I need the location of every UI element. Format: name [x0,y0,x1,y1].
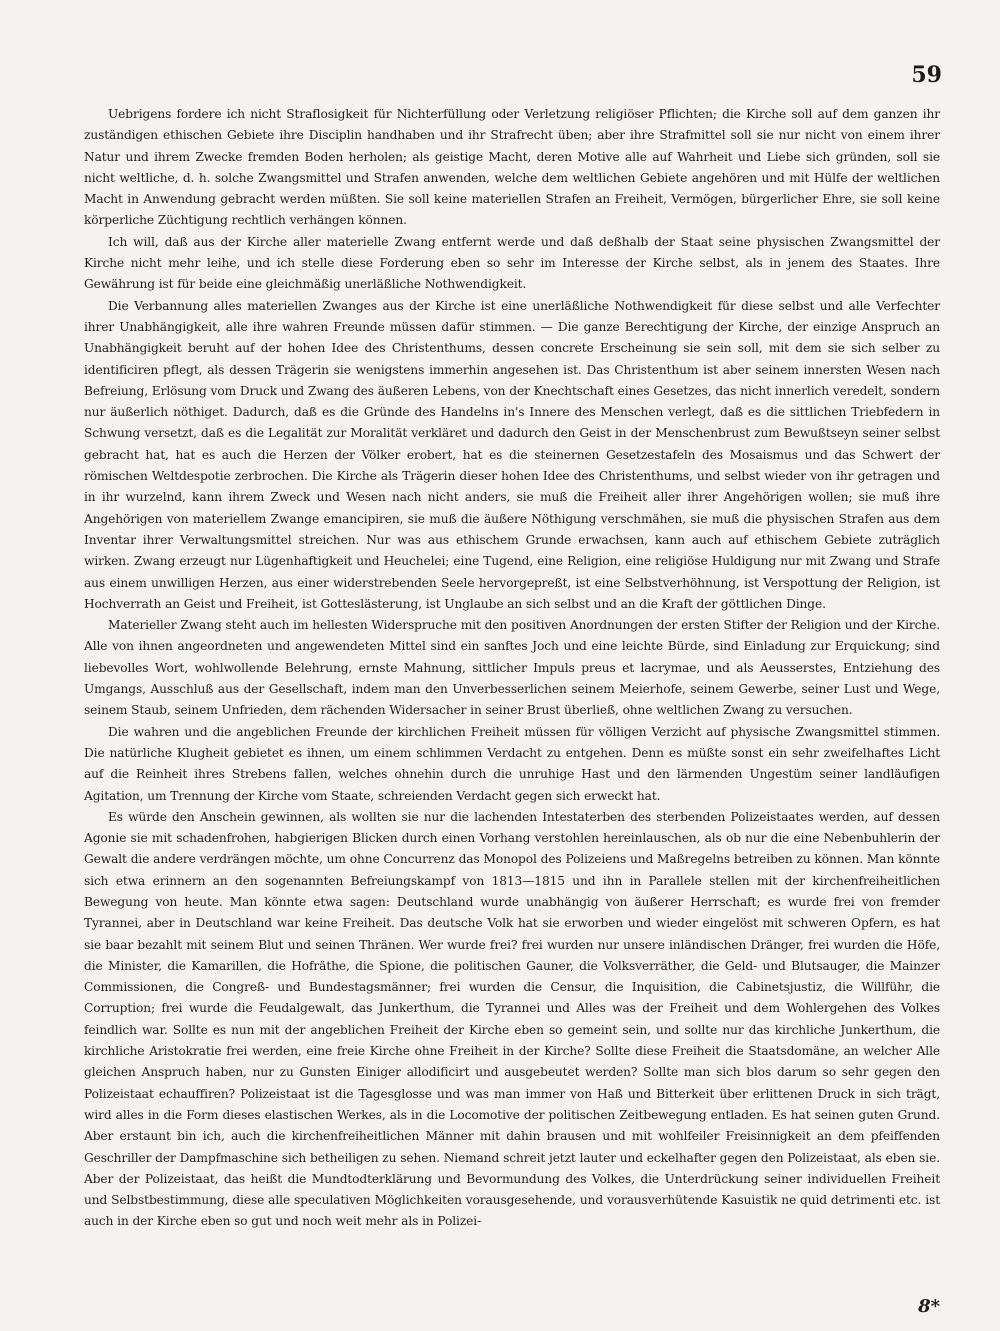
paragraph: Ich will, daß aus der Kirche aller materielle Zwang entfernt werde und daß deßhalb der Staat seine physischen Zwangsmittel der Kirche nicht mehr leihe, und ich stelle diese Forderung eben so sehr im Interesse der Kirche selbst, als in jenem des Staates. Ihre Gewährung ist für beide eine gleichmäßig unerläßliche Nothwendigkeit. [84,234,940,292]
page-number: 59 [911,62,942,88]
body-text [84,104,940,1233]
signature-mark: 8* [918,1296,940,1317]
paragraph: Es würde den Anschein gewinnen, als wollten sie nur die lachenden Intestaterben des sterbenden Polizeistaates werden, auf dessen Agonie sie mit schadenfrohen, habgierigen Blicken durch einen Vorhang verstohlen hereinlauschen, als ob nur die eine Nebenbuhlerin der Gewalt die andere verdrängen möchte, um ohne Concurrenz das Monopol des Polizeiens und Maßregelns betreiben zu können. Man könnte sich etwa erinnern an den sogenannten Befreiungskampf von 1813—1815 und ihn in Parallele stellen mit der kirchenfreiheitlichen Bewegung von heute. Man könnte etwa sagen: Deutschland wurde unabhängig von äußerer Herrschaft; es wurde frei von fremder Tyrannei, aber in Deutschland war keine Freiheit. Das deutsche Volk hat sie erworben und wieder eingelöst mit schweren Opfern, es hat sie baar bezahlt mit seinem Blut und seinen Thränen. Wer wurde frei? frei wurden nur unsere inländischen Dränger, frei wurden die Höfe, die Minister, die Kamarillen, die Hofräthe, die Spione, die politischen Gauner, die Volksverräther, die Geld- und Blutsauger, die Mainzer Commissionen, die Congreß- und Bundestagsmänner; frei wurden die Censur, die Inquisition, die Cabinetsjustiz, die Willführ, die Corruption; frei wurde die Feudalgewalt, das Junkerthum, die Tyrannei und Alles was der Freiheit und dem Wohlergehen des Volkes feindlich war. Sollte es nun mit der angeblichen Freiheit der Kirche eben so gemeint sein, und sollte nur das kirchliche Junkerthum, die kirchliche Aristokratie frei werden, eine freie Kirche ohne Freiheit in der Kirche? Sollte diese Freiheit die Staatsdomäne, an welcher Alle gleichen Anspruch haben, nur zu Gunsten Einiger allodificirt und ausgebeutet werden? Sollte man sich blos darum so sehr gegen den Polizeistaat echauffiren? Polizeistaat ist die Tagesglosse und was man immer von Haß und Bitterkeit über erlittenen Druck in sich trägt, wird alles in die Form dieses elastischen Werkes, als in die Locomotive der politischen Zeitbewegung entladen. Es hat seinen guten Grund. Aber erstaunt bin ich, auch die kirchenfreiheitlichen Männer mit dahin brausen und mit wohlfeiler Freisinnigkeit an dem pfeiffenden Geschriller der Dampfmaschine sich betheiligen zu sehen. Niemand schreit jetzt lauter und eckelhafter gegen den Polizeistaat, als eben sie. Aber der Polizeistaat, das heißt die Mundtodterklärung und Bevormundung des Volkes, die Unterdrückung seiner individuellen Freiheit und Selbstbestimmung, diese alle speculativen Möglichkeiten vorausgesehende, und vorausverhütende Kasuistik ne quid detrimenti etc. ist auch in der Kirche eben so gut und noch weit mehr als in Polizei- [84,809,940,1229]
paragraph: Die Verbannung alles materiellen Zwanges aus der Kirche ist eine unerläßliche Nothwendigkeit für diese selbst und alle Verfechter ihrer Unabhängigkeit, alle ihre wahren Freunde müssen dafür stimmen. — Die ganze Berechtigung der Kirche, der einzige Anspruch an Unabhängigkeit beruht auf der hohen Idee des Christenthums, dessen concrete Erscheinung sie sein soll, mit dem sie sich selber zu identificiren pflegt, als dessen Trägerin sie wenigstens immerhin angesehen ist. Das Christenthum ist aber seinem innersten Wesen nach Befreiung, Erlösung vom Druck und Zwang des äußeren Lebens, von der Knechtschaft eines Gesetzes, das nicht innerlich veredelt, sondern nur äußerlich nöthiget. Dadurch, daß es die Gründe des Handelns in's Innere des Menschen verlegt, daß es die sittlichen Triebfedern in Schwung versetzt, daß es die Legalität zur Moralität verkläret und dadurch den Geist in der Menschenbrust zum Bewußtseyn seiner selbst gebracht hat, hat es auch die Herzen der Völker erobert, hat es die steinernen Gesetzestafeln des Mosaismus und das Schwert der römischen Weltdespotie zerbrochen. Die Kirche als Trägerin dieser hohen Idee des Christenthums, und selbst wieder von ihr getragen und in ihr wurzelnd, kann ihrem Zweck und Wesen nach nicht anders, sie muß die Freiheit aller ihrer Angehörigen wollen; sie muß ihre Angehörigen von materiellem Zwange emancipiren, sie muß die äußere Nöthigung verschmähen, sie muß die physischen Strafen aus dem Inventar ihrer Verwaltungsmittel streichen. Nur was aus ethischem Grunde erwachsen, kann auch auf ethischem Gebiete zuträglich wirken. Zwang erzeugt nur Lügenhaftigkeit und Heuchelei; eine Tugend, eine Religion, eine religiöse Huldigung nur mit Zwang und Strafe aus einem unwilligen Herzen, aus einer widerstrebenden Seele hervorgepreßt, ist eine Selbstverhöhnung, ist Verspottung der Religion, ist Hochverrath an Geist und Freiheit, ist Gotteslästerung, ist Unglaube an sich selbst und an die Kraft der göttlichen Dinge. [84,298,940,611]
paragraph: Die wahren und die angeblichen Freunde der kirchlichen Freiheit müssen für völligen Verzicht auf physische Zwangsmittel stimmen. Die natürliche Klugheit gebietet es ihnen, um einem schlimmen Verdacht zu entgehen. Denn es müßte sonst ein sehr zweifelhaftes Licht auf die Reinheit ihres Strebens fallen, welches ohnehin durch die unruhige Hast und den lärmenden Ungestüm seiner landläufigen Agitation, um Trennung der Kirche vom Staate, schreienden Verdacht gegen sich erweckt hat. [84,724,940,803]
paragraph: Materieller Zwang steht auch im hellesten Widerspruche mit den positiven Anordnungen der ersten Stifter der Religion und der Kirche. Alle von ihnen angeordneten und angewendeten Mittel sind ein sanftes Joch und eine leichte Bürde, sind Einladung zur Erquickung; sind liebevolles Wort, wohlwollende Belehrung, ernste Mahnung, sittlicher Impuls preus et lacrymae, und als Aeusserstes, Entziehung des Umgangs, Ausschluß aus der Gesellschaft, indem man den Unverbesserlichen seinem Meierhofe, seinem Gewerbe, seiner Lust und Wege, seinem Staub, seinem Unfrieden, dem rächenden Widersacher in seiner Brust überließ, ohne weltlichen Zwang zu versuchen. [84,618,940,718]
paragraph: Uebrigens fordere ich nicht Straflosigkeit für Nichterfüllung oder Verletzung religiöser Pflichten; die Kirche soll auf dem ganzen ihr zuständigen ethischen Gebiete ihre Disciplin handhaben und ihr Strafrecht üben; aber ihre Strafmittel soll sie nur nicht von einem ihrer Natur und ihrem Zwecke fremden Boden herholen; als geistige Macht, deren Motive alle auf Wahrheit und Liebe sich gründen, soll sie nicht weltliche, d. h. solche Zwangsmittel und Strafen anwenden, welche dem weltlichen Gebiete angehören und mit Hülfe der weltlichen Macht in Anwendung gebracht werden müßten. Sie soll keine materiellen Strafen an Freiheit, Vermögen, bürgerlicher Ehre, sie soll keine körperliche Züchtigung rechtlich verhängen können. [84,107,940,228]
